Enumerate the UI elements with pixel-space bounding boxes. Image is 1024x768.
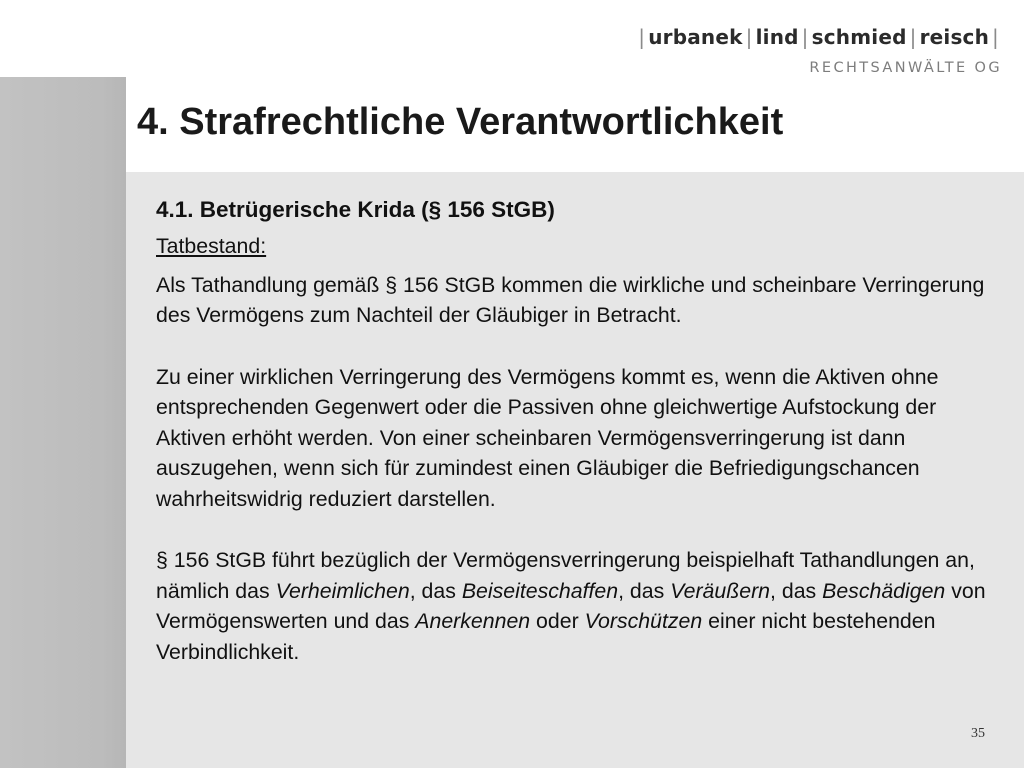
slide-content: [156, 193, 996, 698]
paragraph-3: [156, 545, 996, 667]
paragraph-3-text: , das: [770, 578, 823, 603]
logo-subtitle: RECHTSANWÄLTE OG: [809, 60, 1002, 76]
logo-name-urbanek: urbanek: [648, 25, 743, 49]
page-number: 35: [971, 726, 985, 741]
slide-title: 4. Strafrechtliche Verantwortlichkeit: [137, 101, 784, 143]
paragraph-1: Als Tathandlung gemäß § 156 StGB kommen die wirkliche und scheinbare Verringerung des Vermögens zum Nachteil der Gläubiger in Betracht.: [156, 272, 985, 327]
paragraph-3-emphasis: Veräußern: [670, 578, 771, 603]
logo-name-reisch: reisch: [919, 25, 990, 49]
paragraph-3-emphasis: Vorschützen: [584, 609, 703, 633]
left-bar-shade: [0, 77, 126, 768]
paragraph-3-text: einer nicht bestehenden Verbindlichkeit.: [156, 609, 936, 664]
paragraph-3-emphasis: Beschädigen: [822, 578, 946, 603]
section-heading: 4.1. Betrügerische Krida (§ 156 StGB): [156, 197, 555, 222]
paragraph-2: Zu einer wirklichen Verringerung des Vermögens kommt es, wenn die Aktiven ohne entsprechenden Gegenwert oder die Passiven ohne gleichwertige Aufstockung der Aktiven erhöht werden. Von einer scheinbaren Vermögensverringerung ist dann auszugehen, wenn sich für zumindest einen Gläubiger die Befriedigungschancen wahrheitswidrig reduziert darstellen.: [156, 364, 939, 511]
left-decorative-bar: [0, 77, 126, 768]
logo-separator: |: [638, 25, 646, 49]
logo-names: [635, 24, 1002, 50]
paragraph-3-text: § 156 StGB führt bezüglich der Vermögensverringerung beispielhaft Tathandlungen an, nämlich das: [156, 548, 975, 603]
firm-logo: [635, 24, 1002, 76]
logo-name-schmied: schmied: [811, 25, 907, 49]
logo-separator: |: [745, 25, 753, 49]
paragraph-3-text: von Vermögenswerten und das: [156, 578, 986, 633]
logo-separator: |: [992, 25, 999, 49]
subheading-tatbestand: Tatbestand:: [156, 234, 267, 258]
paragraph-3-text: , das: [618, 578, 671, 603]
logo-name-lind: lind: [755, 25, 799, 49]
paragraph-3-emphasis: Anerkennen: [415, 609, 531, 633]
paragraph-3-text: oder: [530, 609, 585, 633]
paragraph-3-text: , das: [409, 578, 462, 603]
logo-separator: |: [801, 25, 809, 49]
paragraph-3-emphasis: Verheimlichen: [275, 578, 410, 603]
paragraph-3-emphasis: Beiseiteschaffen: [461, 578, 619, 603]
logo-separator: |: [909, 25, 917, 49]
